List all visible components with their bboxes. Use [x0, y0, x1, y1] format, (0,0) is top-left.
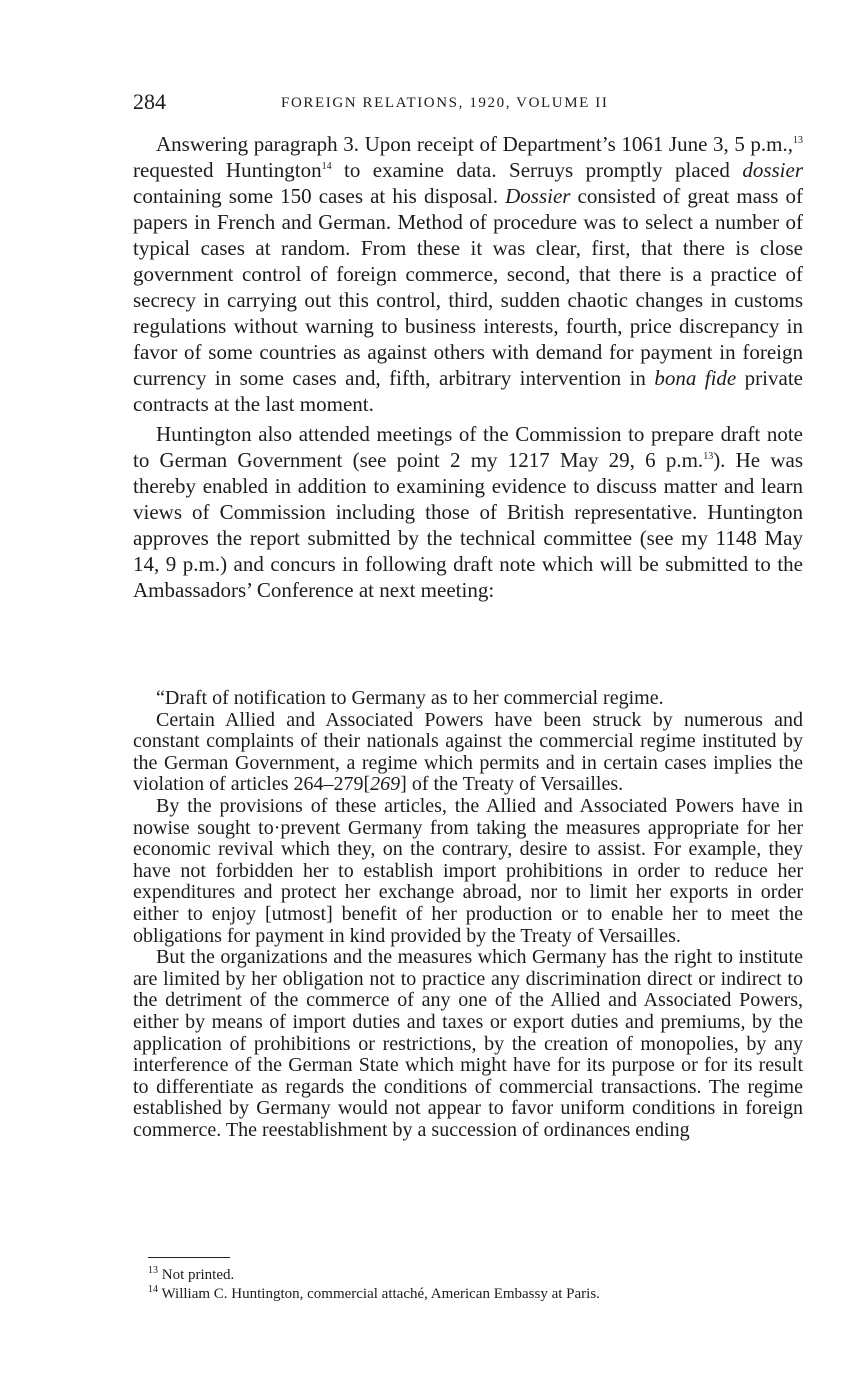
quote-paragraph-3: By the provisions of these articles, the Allied and Associated Powers have in nowise sought to·prevent Germany from taking the measures appropriate for her economic revival which they, on the contrary, desire to assist. For example, they have not forbidden her to establish import prohibitions in order to reduce her expenditures and protect her exchange abroad, nor to limit her exports in order either to enjoy [utmost] benefit of her production or to enable her to meet the obligations for payment in kind provided by the Treaty of Versailles. — [133, 794, 803, 947]
text-run: to examine data. Serruys promptly placed — [331, 158, 743, 182]
text-run: Huntington also attended meetings of the Commission to prepare draft note to German Government (see point 2 my 1217 May 29, 6 p.m. — [133, 422, 803, 472]
footnote-13 — [148, 1266, 808, 1285]
text-run: requested Huntington — [133, 158, 322, 182]
footnote-mark: 13 — [148, 1265, 158, 1276]
text-run: Certain Allied and Associated Powers have been struck by numerous and constant complaints of their nationals against the commercial regime instituted by the German Government, a regime which permits and in certain cases implies the violation of articles 264–279[ — [133, 708, 803, 796]
draft-note-quote — [133, 688, 803, 1141]
body-text — [133, 131, 803, 603]
footnote-text: William C. Huntington, commercial attaché, American Embassy at Paris. — [161, 1286, 600, 1302]
footnote-14 — [148, 1285, 808, 1304]
text-run: ] of the Treaty of Versailles. — [400, 773, 624, 796]
italic-term: Dossier — [505, 184, 571, 208]
footnote-text: Not printed. — [161, 1267, 235, 1283]
page-number: 284 — [133, 89, 166, 114]
footnote-mark: 14 — [148, 1284, 158, 1295]
footnote-divider — [148, 1257, 230, 1258]
footnote-ref-13: 13 — [793, 135, 803, 146]
italic-term: bona fide — [654, 366, 737, 390]
quote-paragraph-1: “Draft of notification to Germany as to her commercial regime. — [156, 687, 664, 709]
quote-paragraph-4: But the organizations and the measures which Germany has the right to institute are limited by her obligation not to practice any discrimination direct or indirect to the detriment of the commerce of any one of the Allied and Associated Powers, either by means of import duties and taxes or export duties and premiums, by the application of prohibitions or restrictions, by the creation of monopolies, by any interference of the German State which might have for its purpose or for its result to differentiate as regards the conditions of commercial transactions. The regime established by Germany would not appear to favor uniform conditions in foreign commerce. The reestablishment by a succession of ordinances ending — [133, 946, 803, 1141]
paragraph-2 — [133, 421, 803, 603]
italic-term: dossier — [742, 158, 803, 182]
footnote-ref-13: 13 — [703, 451, 714, 462]
page-header — [133, 88, 803, 118]
text-run: Answering paragraph 3. Upon receipt of Department’s 1061 June 3, 5 p.m., — [156, 132, 793, 156]
italic-correction: 269 — [370, 773, 401, 796]
footnotes — [148, 1266, 808, 1304]
text-run: containing some 150 cases at his disposal. — [133, 184, 506, 208]
running-head: FOREIGN RELATIONS, 1920, VOLUME II — [281, 95, 609, 111]
paragraph-1 — [133, 131, 803, 417]
text-run: consisted of great mass of papers in French and German. Method of procedure was to select a number of typical cases at random. From these it was clear, first, that there is close government control of foreign commerce, second, that there is a practice of secrecy in carrying out this control, third, sudden chaotic changes in customs regulations without warning to business interests, fourth, price discrepancy in favor of some countries as against others with demand for payment in foreign currency in some cases and, fifth, arbitrary intervention in — [133, 184, 803, 390]
footnote-ref-14: 14 — [321, 161, 332, 172]
quote-paragraph-2 — [133, 710, 803, 796]
text-run: private contracts at the last moment. — [133, 366, 803, 416]
text-run: ). He was thereby enabled in addition to examining evidence to discuss matter and learn views of Commission including those of British representative. Huntington approves the report submitted by the technical committee (see my 1148 May 14, 9 p.m.) and concurs in following draft note which will be submitted to the Ambassadors’ Conference at next meeting: — [133, 448, 804, 602]
